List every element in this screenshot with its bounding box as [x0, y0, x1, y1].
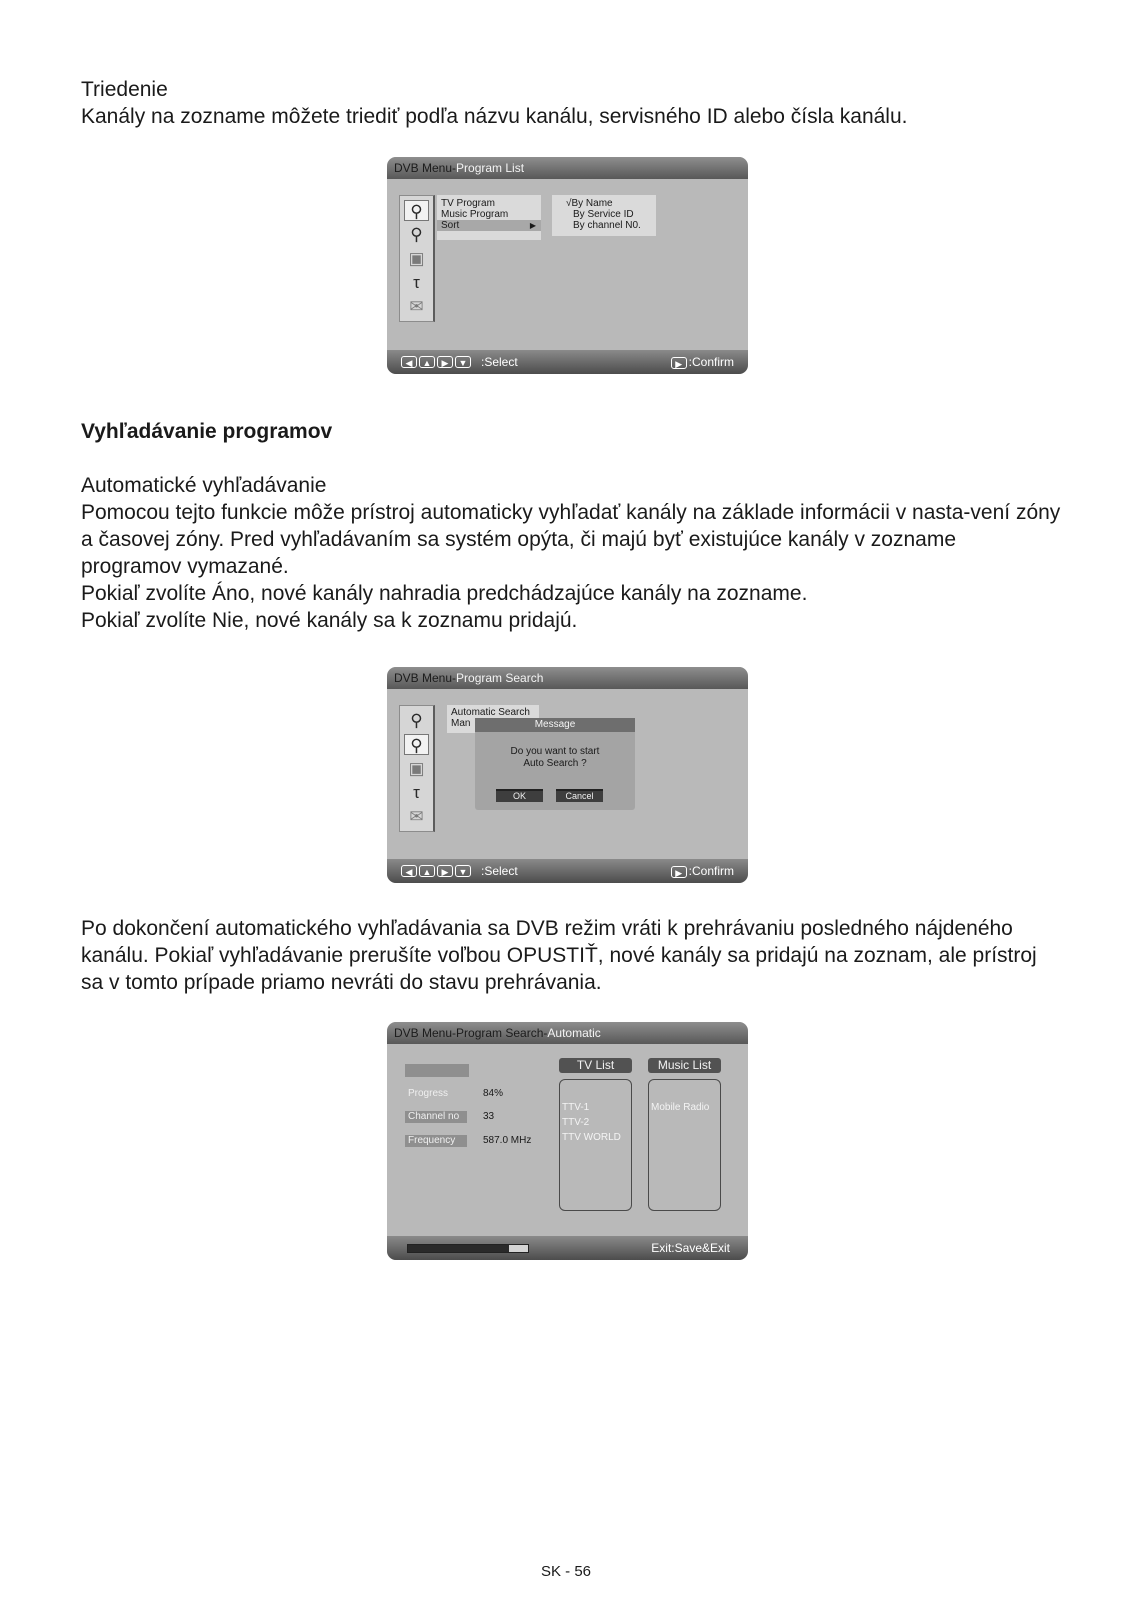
arrow-left-icon: ◀	[401, 865, 417, 877]
frequency-value: 587.0 MHz	[483, 1135, 532, 1146]
magnifier-icon[interactable]: ⚲	[410, 225, 423, 244]
section-program-search	[81, 418, 1061, 634]
arrow-up-icon: ▲	[419, 356, 435, 368]
screenshot-program-search	[387, 667, 748, 883]
sort-option-by-name[interactable]: √By Name	[566, 198, 613, 209]
progress-bar-fill	[408, 1245, 509, 1252]
progress-label: Progress	[408, 1088, 449, 1099]
page-number: SK - 56	[540, 1563, 592, 1580]
footer-select-label: :Select	[481, 864, 518, 878]
paragraph-no: Pokiaľ zvolíte Nie, nové kanály sa k zoznamu pridajú.	[81, 609, 578, 632]
menu-panel	[437, 195, 541, 240]
footer-select-label: :Select	[481, 355, 518, 369]
screen-footer	[387, 350, 748, 374]
status-bar	[405, 1064, 469, 1077]
message-dialog	[475, 718, 635, 810]
tools-icon[interactable]: τ	[413, 783, 420, 802]
subheading-auto-search: Automatické vyhľadávanie	[81, 474, 327, 497]
cancel-button[interactable]: Cancel	[556, 789, 603, 802]
list-item[interactable]: Mobile Radio	[651, 1102, 710, 1113]
camera-icon[interactable]: ▣	[408, 759, 425, 778]
menu-item-tv-program[interactable]: TV Program	[441, 198, 495, 209]
menu-item-sort[interactable]: Sort ▶	[437, 220, 541, 231]
list-item[interactable]: TTV-2	[562, 1117, 590, 1128]
menu-item-music-program[interactable]: Music Program	[441, 209, 509, 220]
section-after-search	[81, 915, 1061, 996]
play-icon: ▶	[671, 866, 687, 878]
music-list	[648, 1079, 721, 1211]
sort-option-by-channel-no[interactable]: By channel N0.	[573, 220, 641, 231]
screen-footer	[387, 859, 748, 883]
sort-options-panel	[552, 195, 656, 236]
music-list-header: Music List	[648, 1058, 721, 1073]
icon-column	[399, 705, 435, 832]
tv-list-header: TV List	[559, 1058, 632, 1073]
menu-item-manual-search[interactable]: Man	[451, 718, 471, 729]
arrow-down-icon: ▼	[455, 865, 471, 877]
paragraph-sorting: Kanály na zozname môžete triediť podľa názvu kanálu, servisného ID alebo čísla kanálu.	[81, 105, 908, 128]
camera-icon[interactable]: ▣	[408, 249, 425, 268]
screenshot-program-list	[387, 157, 748, 374]
search-program-icon[interactable]: ⚲	[410, 711, 423, 730]
list-item[interactable]: TTV-1	[562, 1102, 590, 1113]
frequency-label: Frequency	[405, 1135, 467, 1147]
ok-button[interactable]: OK	[496, 789, 543, 802]
list-item[interactable]: TTV WORLD	[562, 1132, 621, 1143]
paragraph-yes: Pokiaľ zvolíte Áno, nové kanály nahradia predchádzajúce kanály na zozname.	[81, 582, 808, 605]
arrow-right-icon: ▶	[437, 865, 453, 877]
footer-confirm: ▶ :Confirm	[671, 859, 734, 883]
icon-column	[399, 195, 435, 322]
progress-value: 84%	[483, 1088, 504, 1099]
search-program-icon[interactable]: ⚲	[404, 200, 429, 221]
play-icon: ▶	[671, 357, 687, 369]
progress-bar	[407, 1244, 529, 1253]
screenshot-automatic-search	[387, 1022, 748, 1260]
dialog-title: Message	[475, 718, 635, 732]
screen-title: DVB Menu-Program List	[387, 157, 748, 179]
section-sorting	[81, 76, 1061, 130]
arrow-down-icon: ▼	[455, 356, 471, 368]
section-heading-sorting: Triedenie	[81, 78, 168, 101]
channel-no-label: Channel no	[405, 1111, 467, 1123]
footer-confirm: ▶ :Confirm	[671, 350, 734, 374]
paragraph-auto-search: Pomocou tejto funkcie môže prístroj automaticky vyhľadať kanály na základe informácii v nasta-vení zóny a časovej zóny. Pred vyhľadávaním sa systém opýta, či majú byť existujúce kanály v zozname programov vymazané.	[81, 501, 1061, 578]
tv-list	[559, 1079, 632, 1211]
sort-option-by-service-id[interactable]: By Service ID	[573, 209, 634, 220]
nav-keys	[401, 355, 471, 369]
arrow-left-icon: ◀	[401, 356, 417, 368]
screen-title: DVB Menu-Program Search-Automatic	[387, 1022, 748, 1044]
tools-icon[interactable]: τ	[413, 273, 420, 292]
menu-item-automatic-search[interactable]: Automatic Search	[451, 707, 530, 718]
arrow-right-icon: ▶	[437, 356, 453, 368]
spacer	[81, 445, 1061, 472]
mail-icon[interactable]: ✉	[409, 297, 424, 316]
magnifier-icon[interactable]: ⚲	[404, 734, 429, 755]
channel-no-value: 33	[483, 1111, 495, 1122]
exit-save-label: Exit:Save&Exit	[651, 1241, 730, 1255]
section-heading-program-search: Vyhľadávanie programov	[81, 420, 333, 443]
mail-icon[interactable]: ✉	[409, 807, 424, 826]
screen-title: DVB Menu-Program Search	[387, 667, 748, 689]
screen-footer	[387, 1236, 748, 1260]
chevron-right-icon: ▶	[529, 221, 536, 230]
arrow-up-icon: ▲	[419, 865, 435, 877]
dialog-message: Do you want to start Auto Search ?	[510, 746, 600, 769]
nav-keys	[401, 864, 471, 878]
paragraph-after-search: Po dokončení automatického vyhľadávania sa DVB režim vráti k prehrávaniu posledného nájdeného kanálu. Pokiaľ vyhľadávanie prerušíte voľbou OPUSTIŤ, nové kanály sa pridajú na zoznam, ale prístroj sa v tomto prípade priamo nevráti do stavu prehrávania.	[81, 917, 1037, 994]
